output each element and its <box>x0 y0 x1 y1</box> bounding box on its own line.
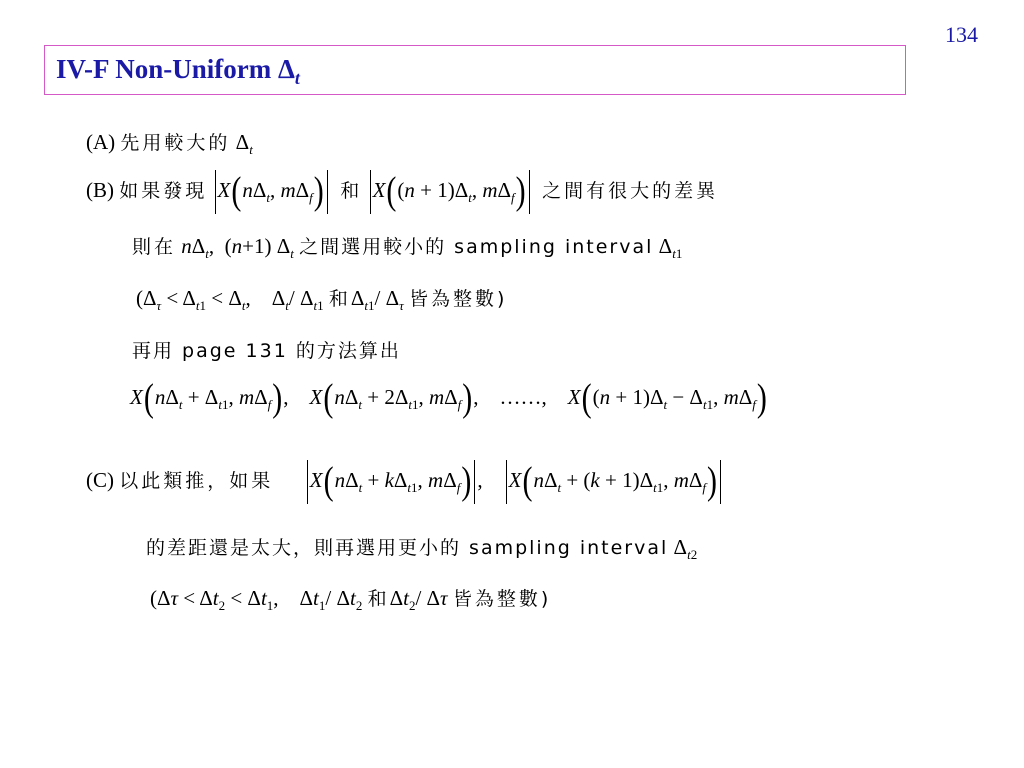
item-a <box>86 128 253 158</box>
math-x-ndt-mdf: $X(n\Delta_t$, $m\Delta_f$) <box>217 169 324 213</box>
math-cond2: ($\Delta\tau < \Delta t_2 < \Delta t_1$, $\Delta t_1/$ $\Delta t_2$ <box>150 586 363 613</box>
item-c-line2-text: 的差距還是太大，則再選用更小的 sampling interval <box>146 537 669 559</box>
math-cond2b: $\Delta t_2/$ Δτ <box>389 586 448 613</box>
title-subscript: t <box>294 68 300 88</box>
math-x-n1dt-mdf: $X((n + 1)\Delta_t$, $m\Delta_f$) <box>372 169 526 213</box>
item-c-line2 <box>146 533 697 563</box>
math-series: $X(n\Delta_t + \Delta_{t1}$, $m\Delta_f$), $X(n\Delta_t + 2\Delta_{t1}$, $m\Delta_f$), ……, $X((n + 1)\Delta_t - \Delta_{t1}$, $m\Delta_f$) <box>130 376 767 420</box>
item-b-line2-a: 則在 <box>132 236 177 258</box>
title-text: IV-F Non-Uniform Δ <box>56 54 295 84</box>
math-dt1: $\Delta_{t1}$ <box>658 234 683 261</box>
reuse-text: 再用 page 131 的方法算出 <box>132 340 401 362</box>
item-b-and: 和 <box>340 179 363 202</box>
condition-1 <box>136 284 507 314</box>
page-number: 134 <box>945 22 978 47</box>
item-c-text: 以此類推，如果 <box>119 469 274 492</box>
item-b-text2: 之間有很大的差異 <box>542 179 719 202</box>
math-cond1: ($\Delta_\tau < \Delta_{t1} < \Delta_t$, $\Delta_t/$ $\Delta_{t1}$ <box>136 286 324 313</box>
reuse-line <box>132 336 401 363</box>
math-x-k1dt1: $X(n\Delta_t + (k + 1)\Delta_{t1}$, $m\Delta_f$) <box>508 459 718 503</box>
slide-title <box>56 54 300 89</box>
condition-2 <box>150 584 551 614</box>
item-b-text1: 如果發現 <box>119 179 208 202</box>
condition-2-int: 皆為整數) <box>452 588 552 610</box>
math-x-kdt1: $X(n\Delta_t + k\Delta_{t1}$, $m\Delta_f$) <box>309 459 472 503</box>
formula-row <box>130 376 768 420</box>
math-cond1b: $\Delta_{t1}/$ $\Delta_\tau$ <box>350 286 404 313</box>
item-c-label: (C) <box>86 467 114 492</box>
item-b-label: (B) <box>86 177 114 202</box>
condition-2-and: 和 <box>367 588 390 610</box>
item-a-label: (A) <box>86 130 116 154</box>
item-b <box>86 170 718 214</box>
item-a-text: 先用較大的 <box>120 132 231 154</box>
math-ndt-n1dt: $n\Delta_t$, (n+1) $\Delta_t$ <box>181 234 294 261</box>
item-a-math: $\Delta_t$ <box>235 130 253 157</box>
condition-1-and: 和 <box>328 288 351 310</box>
item-b-line2-b: 之間選用較小的 sampling interval <box>299 236 654 258</box>
condition-1-int: 皆為整數) <box>408 288 508 310</box>
math-dt2: $\Delta_{t2}$ <box>673 535 698 562</box>
item-c: (C) 以此類推，如果 $X(n\Delta_t + k\Delta_{t1}$, $m\Delta_f$) , $X(n\Delta_t + (k + 1)\Delta_{t1}$, $m\Delta_f$) <box>86 460 723 504</box>
item-b-line2 <box>132 232 682 262</box>
